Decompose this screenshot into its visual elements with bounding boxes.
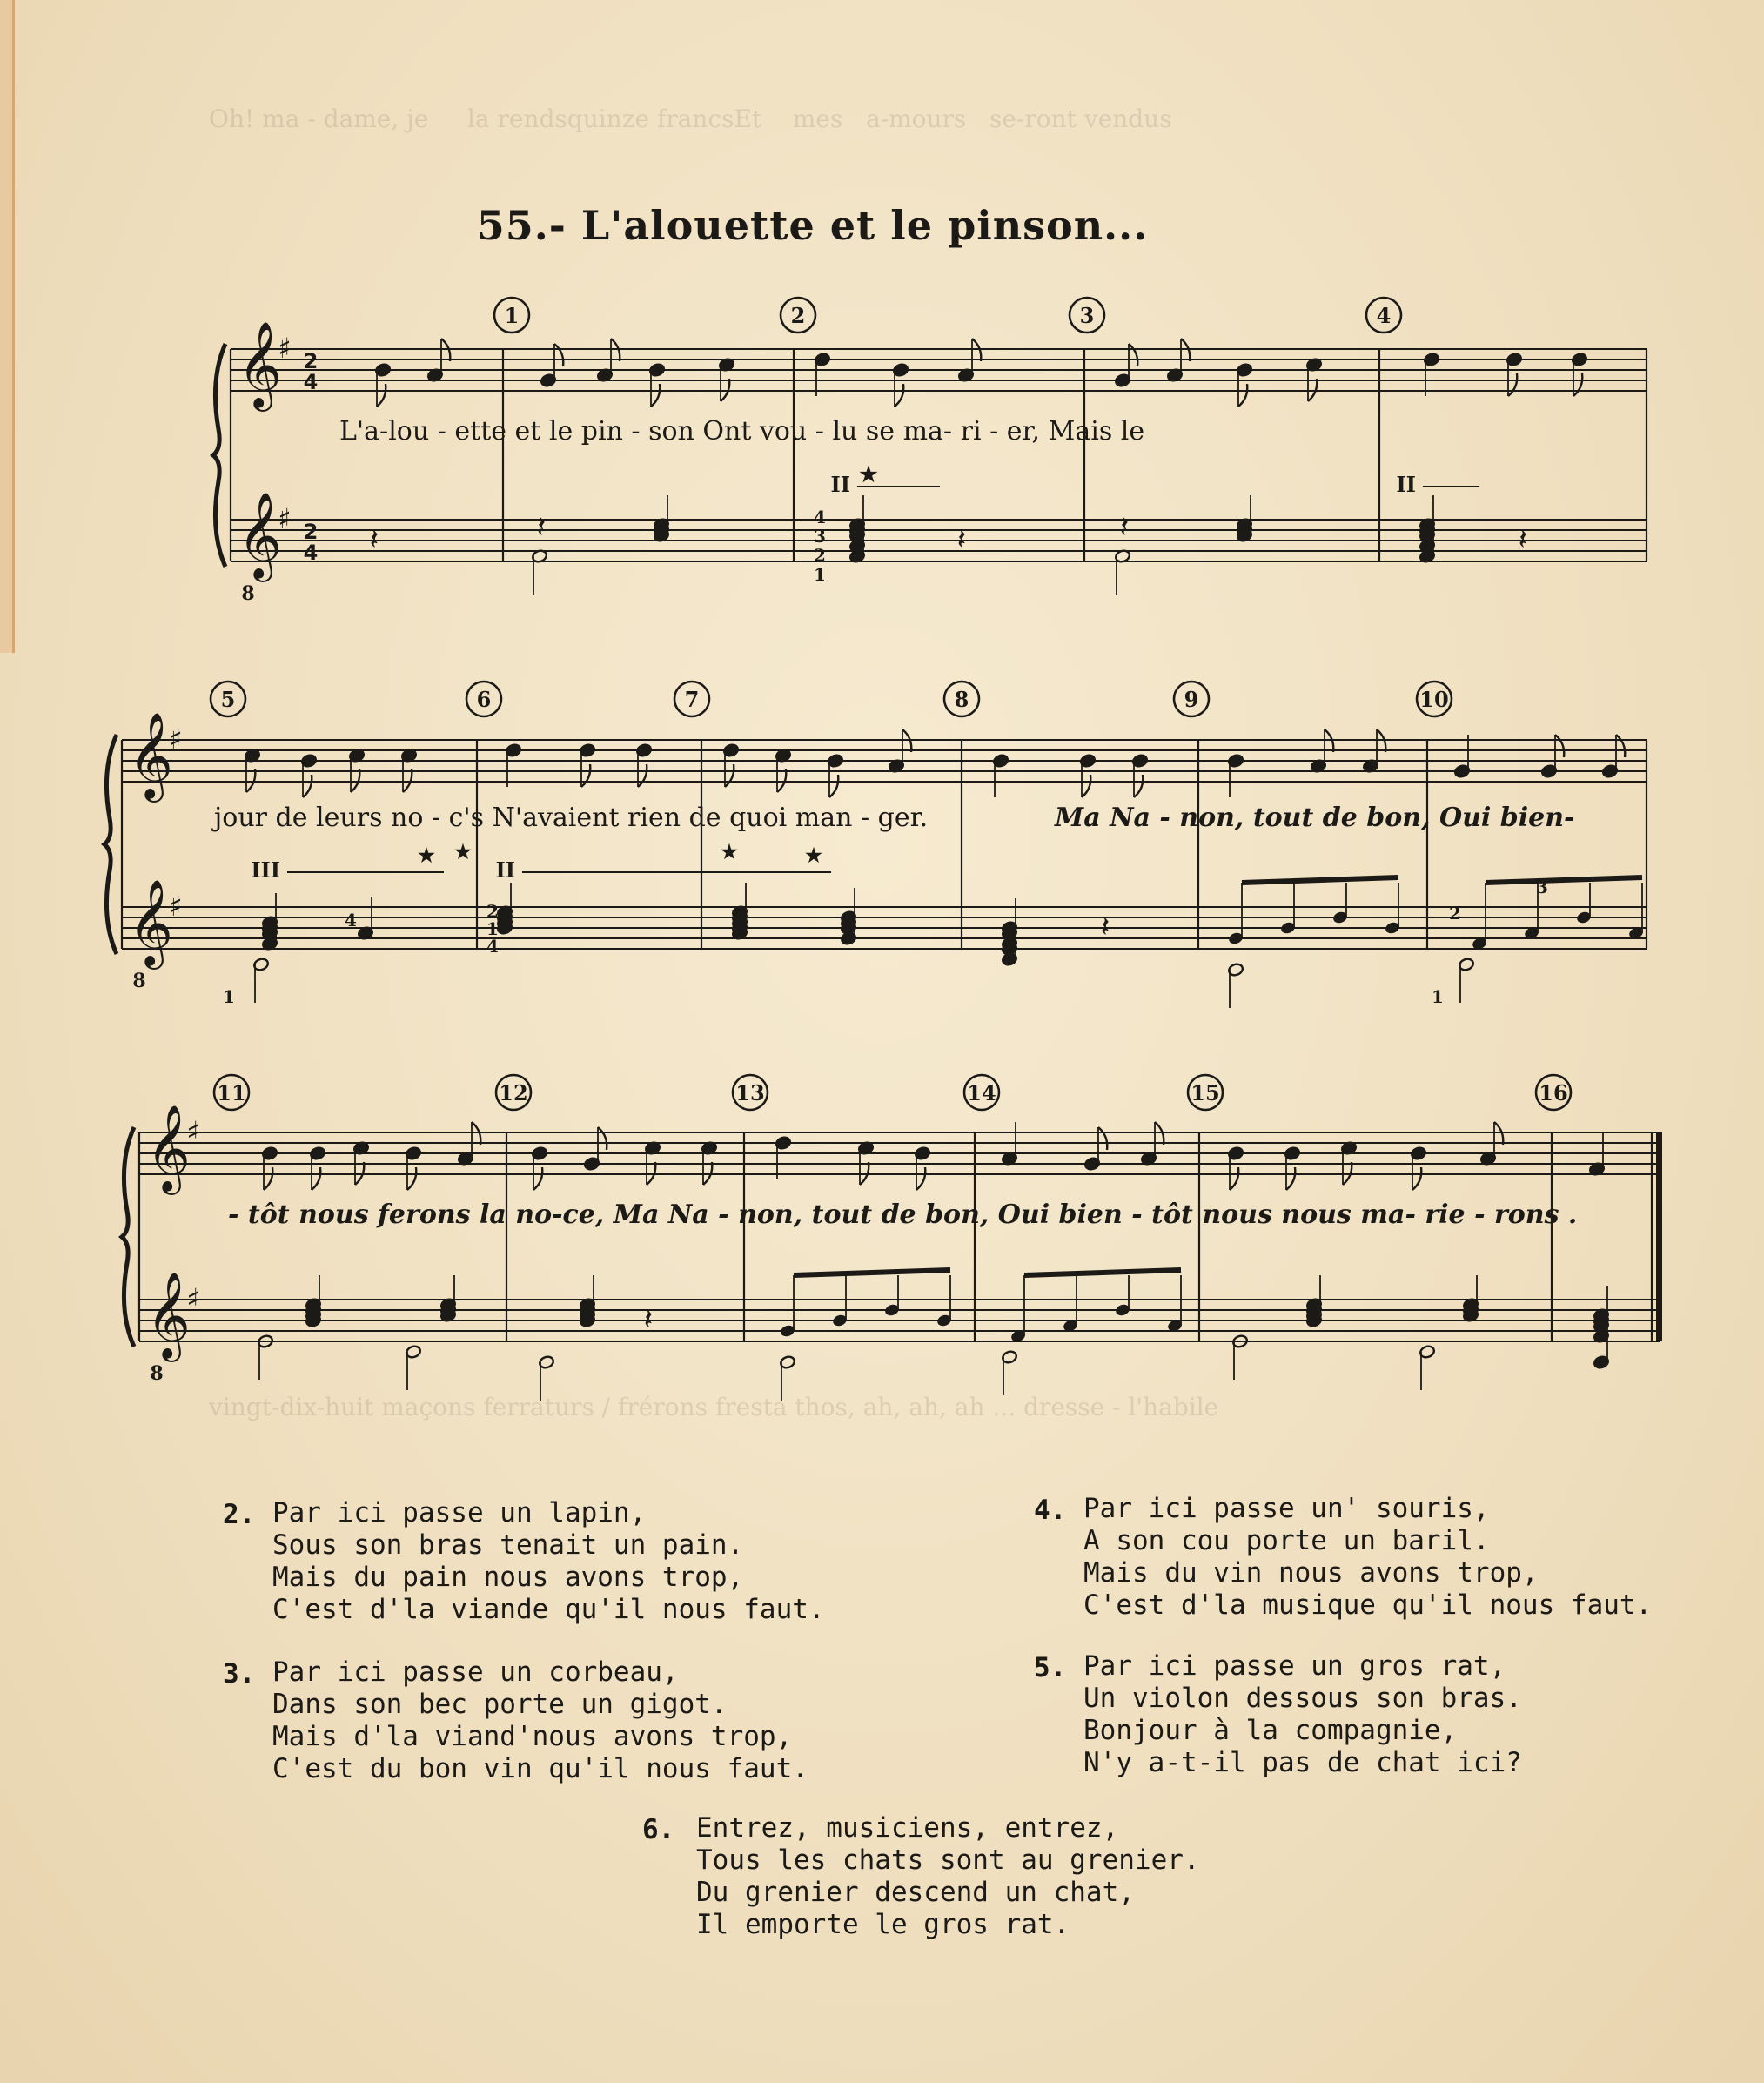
measure-number: 9: [1184, 687, 1199, 712]
star-icon: ★: [859, 461, 878, 487]
note-flag: [1508, 373, 1517, 396]
verse-4-number: 4.: [1034, 1495, 1067, 1526]
verse-2-number: 2.: [223, 1499, 256, 1530]
verse-3: [272, 1656, 808, 1785]
system-brace: [104, 735, 117, 954]
measure-number: 1: [504, 303, 520, 328]
fingering: 1: [1432, 986, 1444, 1007]
fingering: 1: [223, 986, 235, 1007]
note-beam: [1486, 877, 1642, 883]
fingering: 4: [345, 910, 357, 931]
treble-clef-icon: 𝄞: [129, 879, 173, 966]
octave-mark: 8: [241, 582, 255, 605]
fingering: 1: [814, 564, 826, 585]
verse-3-number: 3.: [223, 1658, 256, 1690]
note-beam: [1242, 877, 1398, 883]
note-flag: [554, 344, 563, 366]
lyrics-line-2a: jour de leurs no ‐ c's N'avaient rien de quoi man ‐ ger.: [214, 803, 929, 833]
note-flag: [598, 1127, 607, 1150]
verse-line: C'est d'la viande qu'il nous faut.: [272, 1594, 825, 1625]
note-flag: [1555, 735, 1564, 757]
bleed-through-text-2: vingt-dix-huit maçons ferraturs / frérons fresta thos, ah, ah, ah ... dresse - l'habile: [209, 1393, 1219, 1421]
sharp-icon: ♯: [186, 1282, 200, 1315]
note-flag: [303, 775, 312, 797]
note-beam: [1024, 1270, 1181, 1275]
note-flag: [1098, 1127, 1107, 1150]
fingering: 3: [1536, 877, 1548, 897]
verse-line: Mais du pain nous avons trop,: [272, 1562, 744, 1593]
measure-number: 8: [954, 687, 969, 712]
final-barline-thick: [1656, 1132, 1662, 1341]
note-flag: [377, 384, 386, 407]
note-flag: [407, 1167, 416, 1190]
lyrics-line-1: L'a‐lou ‐ ette et le pin ‐ son Ont vou ‐ lu se ma‐ ri ‐ er, Mais le: [339, 416, 1145, 447]
note-flag: [1129, 344, 1137, 366]
measure-number: 13: [735, 1080, 765, 1105]
verse-line: C'est du bon vin qu'il nous faut.: [272, 1753, 808, 1784]
star-icon: ★: [454, 841, 472, 863]
barre-label: II: [830, 472, 850, 497]
verse-line: Bonjour à la compagnie,: [1083, 1715, 1458, 1746]
treble-clef-icon: 𝄞: [146, 1105, 191, 1192]
verse-line: A son cou porte un baril.: [1083, 1525, 1490, 1556]
quarter-rest-icon: 𝄽: [956, 522, 967, 557]
verse-line: Un violon dessous son bras.: [1083, 1683, 1522, 1714]
fingering: 2: [1449, 903, 1461, 924]
note-flag: [1082, 775, 1090, 797]
barre-label: II: [1396, 472, 1416, 497]
sharp-icon: ♯: [278, 332, 292, 365]
verse-line: Il emporte le gros rat.: [696, 1909, 1070, 1940]
verse-4: [1083, 1493, 1652, 1622]
treble-clef-icon: 𝄞: [238, 321, 282, 408]
note-flag: [1230, 1167, 1238, 1190]
fingering: 4: [814, 507, 826, 527]
quarter-rest-icon: 𝄽: [1119, 510, 1130, 545]
measure-number: 5: [220, 687, 236, 712]
star-icon: ★: [805, 844, 822, 867]
fingering: 2: [486, 901, 499, 922]
measure-number: 4: [1376, 303, 1392, 328]
note-flag: [1238, 384, 1247, 407]
note-flag: [829, 775, 838, 797]
sharp-icon: ♯: [278, 502, 292, 535]
star-icon: ★: [418, 844, 435, 867]
treble-clef-icon: 𝄞: [129, 712, 173, 799]
verse-6-number: 6.: [642, 1814, 675, 1845]
note-flag: [1573, 373, 1582, 396]
measure-number: 2: [790, 303, 806, 328]
bleed-through-text: Oh! ma - dame, je la rendsquinze francsEt mes a-mours se-ront vendus: [209, 104, 1172, 133]
verse-line: Sous son bras tenait un pain.: [272, 1529, 744, 1561]
verse-line: Du grenier descend un chat,: [696, 1877, 1135, 1908]
note-flag: [916, 1167, 925, 1190]
system-brace: [122, 1127, 134, 1347]
note-flag: [533, 1167, 542, 1190]
note-flag: [651, 384, 660, 407]
octave-mark: 8: [132, 970, 146, 992]
verse-2: [272, 1497, 825, 1626]
measure-number: 14: [967, 1080, 996, 1105]
star-icon: ★: [721, 841, 738, 863]
measure-number: 11: [217, 1080, 246, 1105]
verse-line: C'est d'la musique qu'il nous faut.: [1083, 1589, 1653, 1621]
verse-line: Dans son bec porte un gigot.: [272, 1689, 728, 1720]
note-flag: [725, 764, 734, 787]
verse-line: N'y a-t-il pas de chat ici?: [1083, 1747, 1522, 1778]
fingering: 1: [486, 918, 499, 939]
note-flag: [581, 764, 590, 787]
quarter-rest-icon: 𝄽: [643, 1302, 654, 1337]
measure-number: 7: [684, 687, 700, 712]
verse-line: Tous les chats sont au grenier.: [696, 1844, 1200, 1876]
note-flag: [1286, 1167, 1295, 1190]
verse-5: [1083, 1650, 1522, 1779]
measure-number: 10: [1419, 687, 1449, 712]
time-signature-bottom: 4: [303, 370, 319, 394]
octave-mark: 8: [150, 1362, 164, 1385]
verse-line: Par ici passe un corbeau,: [272, 1656, 679, 1688]
quarter-rest-icon: 𝄽: [369, 522, 379, 557]
note-flag: [264, 1167, 272, 1190]
barre-label: II: [495, 857, 515, 883]
fingering: 2: [814, 545, 826, 566]
measure-number: 15: [1191, 1080, 1220, 1105]
sharp-icon: ♯: [169, 722, 183, 756]
verse-line: Par ici passe un gros rat,: [1083, 1650, 1506, 1682]
note-flag: [312, 1167, 320, 1190]
lyrics-line-2b: Ma Na ‐ non, tout de bon, Oui bien‐: [1055, 803, 1575, 833]
barre-label: III: [251, 857, 280, 883]
lyrics-line-3: ‐ tôt nous ferons la no‐ce, Ma Na ‐ non, tout de bon, Oui bien ‐ tôt nous nous ma‐ rie ‐ rons .: [228, 1199, 1578, 1230]
verse-line: Mais du vin nous avons trop,: [1083, 1557, 1539, 1589]
verse-5-number: 5.: [1034, 1652, 1067, 1683]
time-signature-top: 2: [303, 349, 319, 373]
verse-line: Mais d'la viand'nous avons trop,: [272, 1721, 793, 1752]
time-signature-bottom: 4: [303, 541, 319, 565]
treble-clef-icon: 𝄞: [146, 1272, 191, 1359]
quarter-rest-icon: 𝄽: [536, 510, 547, 545]
verse-line: Entrez, musiciens, entrez,: [696, 1812, 1119, 1844]
verse-line: Par ici passe un' souris,: [1083, 1493, 1490, 1524]
note-flag: [1412, 1167, 1421, 1190]
note-flag: [895, 384, 903, 407]
system-brace: [213, 344, 225, 567]
note-beam: [794, 1270, 950, 1275]
sharp-icon: ♯: [169, 890, 183, 923]
fingering: 3: [814, 526, 826, 547]
verse-line: Par ici passe un lapin,: [272, 1497, 647, 1529]
measure-number: 6: [476, 687, 492, 712]
measure-number: 16: [1539, 1080, 1568, 1105]
note-flag: [1616, 735, 1625, 757]
fingering: 4: [486, 936, 499, 957]
measure-number: 3: [1079, 303, 1095, 328]
note-flag: [1134, 775, 1143, 797]
quarter-rest-icon: 𝄽: [1518, 522, 1528, 557]
time-signature-top: 2: [303, 520, 319, 544]
treble-clef-icon: 𝄞: [238, 492, 282, 579]
note-flag: [638, 764, 647, 787]
sharp-icon: ♯: [186, 1115, 200, 1148]
measure-number: 12: [499, 1080, 528, 1105]
verse-6: [696, 1812, 1200, 1941]
quarter-rest-icon: 𝄽: [1100, 910, 1110, 944]
song-title: 55.‐ L'alouette et le pinson...: [476, 202, 1149, 249]
